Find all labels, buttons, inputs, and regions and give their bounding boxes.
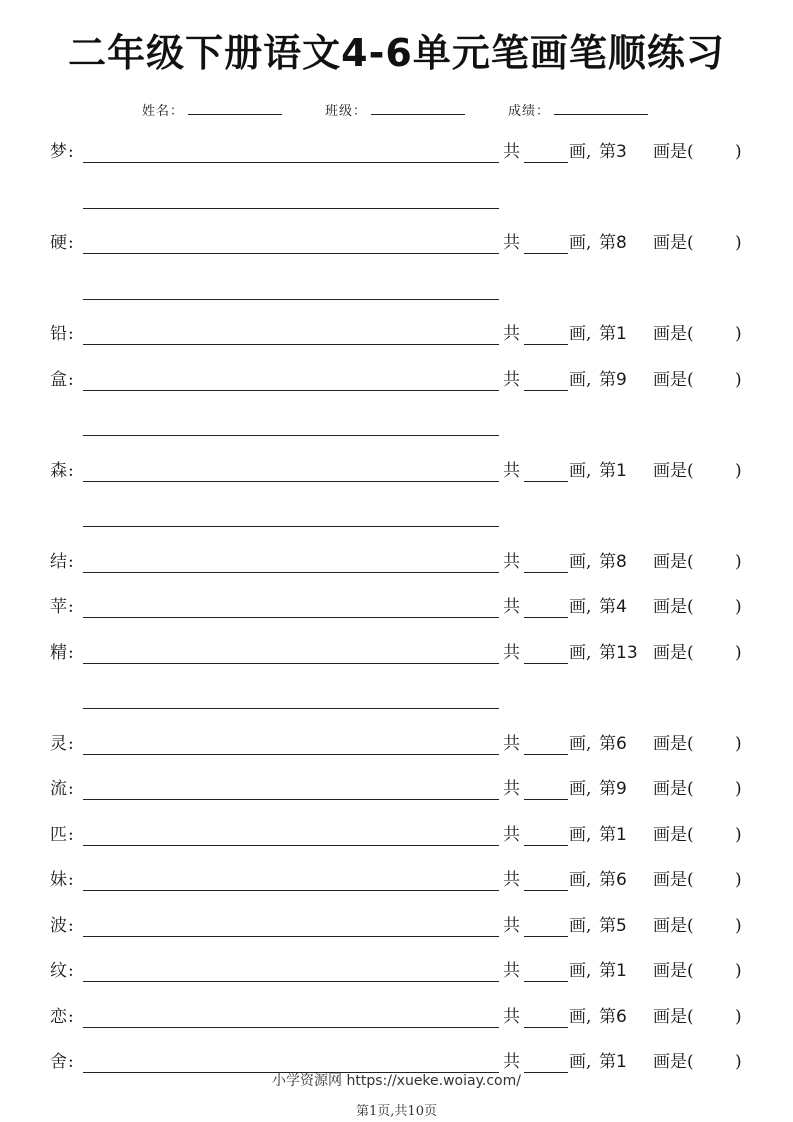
stroke-index <box>599 915 627 937</box>
stroke-unit-label: 画, <box>569 142 592 162</box>
target-character: 森 <box>50 460 67 481</box>
exercise-row <box>0 778 793 808</box>
total-label: 共 <box>503 460 520 481</box>
colon: : <box>68 961 74 981</box>
stroke-index <box>599 778 627 800</box>
extra-answer-line[interactable] <box>83 526 499 527</box>
stroke-index-number: 4 <box>616 597 627 617</box>
target-character: 硬 <box>50 233 67 253</box>
stroke-order-answer-line[interactable] <box>83 1027 499 1028</box>
stroke-count-blank[interactable] <box>524 890 568 891</box>
total-label: 共 <box>503 642 520 663</box>
stroke-unit-label: 画, <box>569 824 592 845</box>
stroke-unit-label: 画, <box>569 551 592 572</box>
target-character: 精 <box>50 642 67 663</box>
stroke-is-label: 画是( <box>653 142 694 162</box>
stroke-index-number: 5 <box>616 915 627 936</box>
exercise-row <box>0 733 793 763</box>
stroke-index-prefix: 第 <box>599 824 616 845</box>
stroke-order-answer-line[interactable] <box>83 253 499 254</box>
class-blank[interactable] <box>371 102 465 115</box>
stroke-count-blank[interactable] <box>524 1027 568 1028</box>
total-label: 共 <box>503 369 520 390</box>
colon: : <box>68 1006 74 1027</box>
stroke-order-answer-line[interactable] <box>83 799 499 800</box>
answer-paren-close[interactable]: ) <box>735 915 742 936</box>
stroke-unit-label: 画, <box>569 642 592 663</box>
stroke-order-answer-line[interactable] <box>83 936 499 937</box>
stroke-is-label: 画是( <box>653 324 694 344</box>
colon: : <box>68 1052 74 1072</box>
total-label: 共 <box>503 870 520 890</box>
exercise-row <box>0 460 793 490</box>
stroke-index-number: 9 <box>616 369 627 390</box>
answer-paren-close[interactable]: ) <box>735 961 742 981</box>
stroke-index <box>599 369 627 391</box>
exercise-row <box>0 915 793 945</box>
answer-paren-close[interactable]: ) <box>735 870 742 890</box>
total-label: 共 <box>503 1006 520 1027</box>
stroke-order-answer-line[interactable] <box>83 572 499 573</box>
stroke-index-number: 1 <box>616 460 627 481</box>
extra-answer-line[interactable] <box>83 708 499 709</box>
stroke-count-blank[interactable] <box>524 390 568 391</box>
stroke-is-label: 画是( <box>653 915 694 936</box>
answer-paren-close[interactable]: ) <box>735 324 742 344</box>
score-field[interactable] <box>508 100 648 119</box>
stroke-count-blank[interactable] <box>524 663 568 664</box>
name-field[interactable] <box>142 100 282 119</box>
total-label: 共 <box>503 1052 520 1072</box>
total-label: 共 <box>503 551 520 572</box>
answer-paren-close[interactable]: ) <box>735 233 742 253</box>
colon: : <box>68 233 74 253</box>
stroke-index <box>599 460 627 482</box>
stroke-index-prefix: 第 <box>599 369 616 390</box>
stroke-index-prefix: 第 <box>599 597 616 617</box>
target-character: 纹 <box>50 961 67 981</box>
total-label: 共 <box>503 233 520 253</box>
stroke-index <box>599 824 627 846</box>
stroke-is-label: 画是( <box>653 597 694 617</box>
stroke-count-blank[interactable] <box>524 936 568 937</box>
stroke-is-label: 画是( <box>653 551 694 572</box>
stroke-count-blank[interactable] <box>524 799 568 800</box>
page-number: 第1页,共10页 <box>356 1104 437 1119</box>
answer-paren-close[interactable]: ) <box>735 142 742 162</box>
footer-source: 小学资源网 https://xueke.woiay.com/ <box>272 1073 521 1089</box>
name-blank[interactable] <box>188 102 282 115</box>
student-info-row <box>0 100 793 124</box>
target-character: 妹 <box>50 870 67 890</box>
answer-paren-close[interactable]: ) <box>735 597 742 617</box>
total-label: 共 <box>503 597 520 617</box>
answer-paren-close[interactable]: ) <box>735 551 742 572</box>
stroke-unit-label: 画, <box>569 324 592 344</box>
stroke-index <box>599 1006 627 1028</box>
colon: : <box>68 824 74 845</box>
stroke-order-answer-line[interactable] <box>83 845 499 846</box>
stroke-is-label: 画是( <box>653 1006 694 1027</box>
answer-paren-close[interactable]: ) <box>735 460 742 481</box>
answer-paren-close[interactable]: ) <box>735 824 742 845</box>
stroke-index-prefix: 第 <box>599 324 616 344</box>
total-label: 共 <box>503 779 520 799</box>
colon: : <box>68 142 74 162</box>
answer-paren-close[interactable]: ) <box>735 733 742 754</box>
total-label: 共 <box>503 142 520 162</box>
target-character: 苹 <box>50 597 67 617</box>
exercise-row <box>0 551 793 581</box>
stroke-index <box>599 869 627 891</box>
colon: : <box>68 915 74 936</box>
target-character: 结 <box>50 551 67 572</box>
stroke-count-blank[interactable] <box>524 572 568 573</box>
stroke-index-prefix: 第 <box>599 460 616 481</box>
stroke-index-number: 13 <box>616 642 638 663</box>
total-label: 共 <box>503 733 520 754</box>
total-label: 共 <box>503 915 520 936</box>
colon: : <box>68 597 74 617</box>
answer-paren-close[interactable]: ) <box>735 369 742 390</box>
target-character: 流 <box>50 779 67 799</box>
colon: : <box>68 369 74 390</box>
exercise-row <box>0 824 793 854</box>
stroke-unit-label: 画, <box>569 870 592 890</box>
stroke-index <box>599 960 627 982</box>
target-character: 盒 <box>50 369 67 390</box>
stroke-count-blank[interactable] <box>524 344 568 345</box>
stroke-count-blank[interactable] <box>524 845 568 846</box>
class-label: 班级： <box>325 104 368 119</box>
stroke-index-number: 6 <box>616 870 627 890</box>
stroke-unit-label: 画, <box>569 369 592 390</box>
exercise-row <box>0 869 793 899</box>
stroke-index-prefix: 第 <box>599 642 616 663</box>
stroke-unit-label: 画, <box>569 460 592 481</box>
stroke-count-blank[interactable] <box>524 253 568 254</box>
stroke-index-number: 1 <box>616 324 627 344</box>
stroke-index <box>599 551 627 573</box>
exercise-row <box>0 642 793 672</box>
exercise-row <box>0 232 793 262</box>
class-field[interactable] <box>325 100 465 119</box>
name-label: 姓名： <box>142 104 185 119</box>
extra-answer-line[interactable] <box>83 299 499 300</box>
colon: : <box>68 870 74 890</box>
stroke-index-prefix: 第 <box>599 870 616 890</box>
stroke-index-number: 1 <box>616 824 627 845</box>
stroke-index <box>599 232 627 254</box>
stroke-is-label: 画是( <box>653 642 694 663</box>
stroke-unit-label: 画, <box>569 779 592 799</box>
stroke-index-prefix: 第 <box>599 551 616 572</box>
stroke-index <box>599 642 638 664</box>
exercise-row <box>0 141 793 171</box>
total-label: 共 <box>503 961 520 981</box>
colon: : <box>68 642 74 663</box>
stroke-index <box>599 596 627 618</box>
exercise-row <box>0 369 793 399</box>
stroke-index-prefix: 第 <box>599 779 616 799</box>
stroke-unit-label: 画, <box>569 597 592 617</box>
stroke-index-prefix: 第 <box>599 961 616 981</box>
extra-answer-line[interactable] <box>83 435 499 436</box>
stroke-count-blank[interactable] <box>524 981 568 982</box>
stroke-is-label: 画是( <box>653 460 694 481</box>
target-character: 灵 <box>50 733 67 754</box>
exercise-row <box>0 960 793 990</box>
exercise-row <box>0 596 793 626</box>
stroke-index-number: 8 <box>616 551 627 572</box>
stroke-is-label: 画是( <box>653 733 694 754</box>
stroke-index <box>599 323 627 345</box>
stroke-is-label: 画是( <box>653 824 694 845</box>
exercise-row <box>0 323 793 353</box>
colon: : <box>68 779 74 799</box>
stroke-index-number: 1 <box>616 961 627 981</box>
stroke-unit-label: 画, <box>569 961 592 981</box>
stroke-unit-label: 画, <box>569 915 592 936</box>
stroke-index-number: 6 <box>616 733 627 754</box>
target-character: 舍 <box>50 1052 67 1072</box>
target-character: 梦 <box>50 142 67 162</box>
stroke-is-label: 画是( <box>653 369 694 390</box>
stroke-index-number: 9 <box>616 779 627 799</box>
score-label: 成绩： <box>508 104 551 119</box>
colon: : <box>68 324 74 344</box>
stroke-order-answer-line[interactable] <box>83 344 499 345</box>
stroke-index-number: 6 <box>616 1006 627 1027</box>
page-title: 二年级下册语文4-6单元笔画笔顺练习 <box>68 31 725 75</box>
stroke-unit-label: 画, <box>569 733 592 754</box>
extra-answer-line[interactable] <box>83 208 499 209</box>
stroke-order-answer-line[interactable] <box>83 481 499 482</box>
target-character: 波 <box>50 915 67 936</box>
score-blank[interactable] <box>554 102 648 115</box>
stroke-count-blank[interactable] <box>524 754 568 755</box>
stroke-unit-label: 画, <box>569 233 592 253</box>
total-label: 共 <box>503 324 520 344</box>
stroke-is-label: 画是( <box>653 1052 694 1072</box>
stroke-index <box>599 733 627 755</box>
stroke-is-label: 画是( <box>653 961 694 981</box>
stroke-index-prefix: 第 <box>599 142 616 162</box>
target-character: 铅 <box>50 324 67 344</box>
stroke-index-number: 3 <box>616 142 627 162</box>
stroke-unit-label: 画, <box>569 1006 592 1027</box>
stroke-index-prefix: 第 <box>599 1006 616 1027</box>
stroke-index-prefix: 第 <box>599 733 616 754</box>
stroke-index-number: 1 <box>616 1052 627 1072</box>
answer-paren-close[interactable]: ) <box>735 1006 742 1027</box>
stroke-order-answer-line[interactable] <box>83 754 499 755</box>
stroke-order-answer-line[interactable] <box>83 162 499 163</box>
stroke-count-blank[interactable] <box>524 617 568 618</box>
colon: : <box>68 551 74 572</box>
stroke-order-answer-line[interactable] <box>83 890 499 891</box>
exercise-row <box>0 1006 793 1036</box>
target-character: 恋 <box>50 1006 67 1027</box>
stroke-order-answer-line[interactable] <box>83 981 499 982</box>
target-character: 匹 <box>50 824 67 845</box>
stroke-index-prefix: 第 <box>599 915 616 936</box>
answer-paren-close[interactable]: ) <box>735 642 742 663</box>
stroke-index-number: 8 <box>616 233 627 253</box>
answer-paren-close[interactable]: ) <box>735 1052 742 1072</box>
answer-paren-close[interactable]: ) <box>735 779 742 799</box>
colon: : <box>68 460 74 481</box>
colon: : <box>68 733 74 754</box>
stroke-order-answer-line[interactable] <box>83 390 499 391</box>
stroke-is-label: 画是( <box>653 870 694 890</box>
stroke-order-answer-line[interactable] <box>83 663 499 664</box>
stroke-count-blank[interactable] <box>524 481 568 482</box>
stroke-unit-label: 画, <box>569 1052 592 1072</box>
stroke-index <box>599 141 627 163</box>
stroke-is-label: 画是( <box>653 779 694 799</box>
stroke-index-prefix: 第 <box>599 1052 616 1072</box>
stroke-count-blank[interactable] <box>524 162 568 163</box>
stroke-is-label: 画是( <box>653 233 694 253</box>
total-label: 共 <box>503 824 520 845</box>
stroke-index-prefix: 第 <box>599 233 616 253</box>
stroke-order-answer-line[interactable] <box>83 617 499 618</box>
